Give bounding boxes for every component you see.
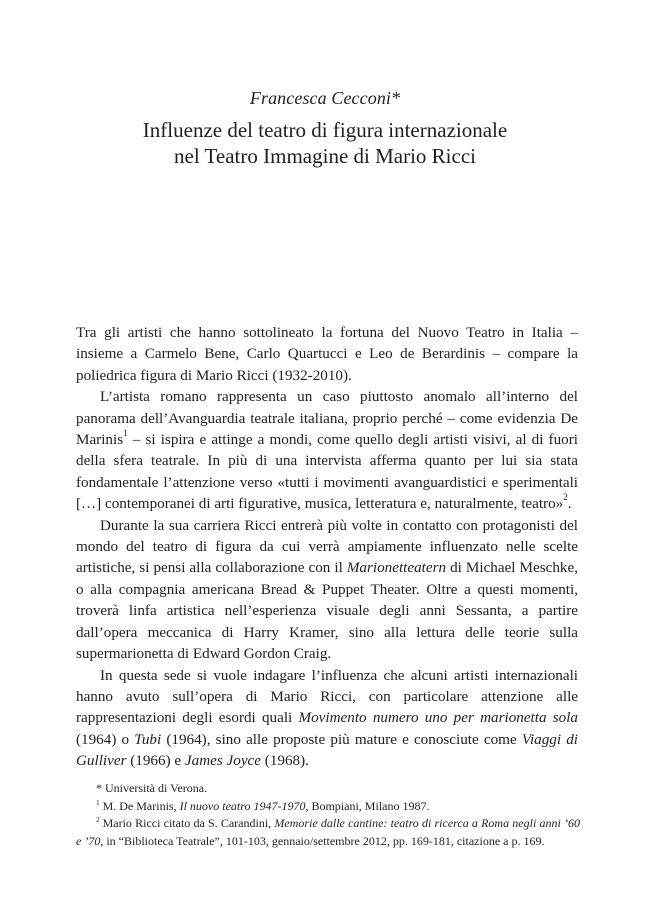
paragraph-4-text-e: (1968). (261, 752, 309, 770)
footnote-2-italic: Memorie dalle cantine: teatro di ricerca a Roma negli anni ’60 e ’70 (76, 816, 580, 848)
paragraph-4-text-a: In questa sede si vuole indagare l’influenza che alcuni artisti internazionali hanno avuto sull’opera di Mario Ricci, con particolare attenzione alle rappresentazioni degli esordi quali (76, 666, 578, 727)
work-title-joyce: James Joyce (184, 752, 261, 770)
author-name: Francesca Cecconi* (249, 88, 401, 108)
article-title (0, 117, 650, 169)
footnote-ref-2: 2 (563, 492, 568, 503)
paragraph-1 (76, 322, 578, 386)
title-line-2: nel Teatro Immagine di Mario Ricci (174, 144, 476, 168)
paragraph-2-text-a: L’artista romano rappresenta un caso piuttosto anomalo all’interno del panorama dell’Avanguardia teatrale italiana, proprio perché – come evidenzia De Marinis (76, 388, 578, 449)
footnote-1-mark: 1 (96, 798, 100, 807)
paragraph-1-text: Tra gli artisti che hanno sottolineato la fortuna del Nuovo Teatro in Italia – insieme a Carmelo Bene, Carlo Quartucci e Leo de Berardinis – compare la poliedrica figura di Mario Ricci (1932-2010). (76, 324, 578, 384)
footnote-1-text-a: M. De Marinis, (102, 798, 180, 813)
work-title-movimento: Movimento numero uno per marionetta sola (298, 709, 578, 727)
paragraph-3 (76, 515, 578, 665)
paragraph-3-text-b: di Michael Meschke, o alla compagnia americana Bread & Puppet Theater. Oltre a questi momenti, troverà linfa artistica nell’esperienza visuale degli anni Sessanta, a partire dall’opera meccanica di Harry Kramer, sino alla lettura delle teorie sulla supermarionetta di Edward Gordon Craig. (76, 559, 578, 663)
work-title-tubi: Tubi (134, 730, 162, 748)
footnote-1 (76, 798, 580, 816)
work-title-gulliver: Viaggi di Gulliver (76, 730, 579, 770)
footnote-2 (76, 815, 580, 850)
paragraph-2-text-c: . (567, 495, 572, 513)
paragraph-4-text-c: (1964), sino alle proposte più mature e conosciute come (161, 730, 522, 748)
paragraph-3-text-a: Durante la sua carriera Ricci entrerà più volte in contatto con protagonisti del mondo del teatro di figura da cui verrà ampiamente influenzato nelle scelte artistiche, si pensi alla collaborazione con il (76, 516, 578, 577)
title-line-1: Influenze del teatro di figura internazionale (142, 118, 508, 142)
paragraph-4-text-d: (1966) e (126, 752, 185, 770)
paragraph-4-text-b: (1964) o (76, 730, 135, 748)
footnote-2-text-a: Mario Ricci citato da S. Carandini, (102, 816, 275, 831)
footnote-ref-1: 1 (123, 428, 128, 439)
paragraph-3-italic: Marionetteatern (346, 559, 447, 577)
footnote-2-mark: 2 (96, 816, 100, 825)
footnote-2-text-b: , in “Biblioteca Teatrale”, 101-103, gennaio/settembre 2012, pp. 169-181, citazione a p. 169. (100, 833, 545, 848)
footnote-affiliation (76, 780, 580, 798)
footnote-affiliation-text: * Università di Verona. (96, 781, 208, 795)
footnotes (76, 780, 580, 850)
article-body (76, 322, 578, 772)
paragraph-2 (76, 386, 578, 514)
footnote-1-italic: Il nuovo teatro 1947-1970 (179, 798, 306, 813)
footnote-1-text-b: , Bompiani, Milano 1987. (305, 798, 430, 813)
paragraph-4 (76, 665, 578, 772)
paragraph-2-text-b: – si ispira e attinge a mondi, come quello degli artisti visivi, al di fuori della sfera teatrale. In più di una intervista afferma quanto per lui sia stata fondamentale l’attenzione verso «tutti i movimenti avanguardistici e sperimentali […] contemporanei di arti figurative, musica, letteratura e, naturalmente, teatro» (76, 431, 578, 513)
